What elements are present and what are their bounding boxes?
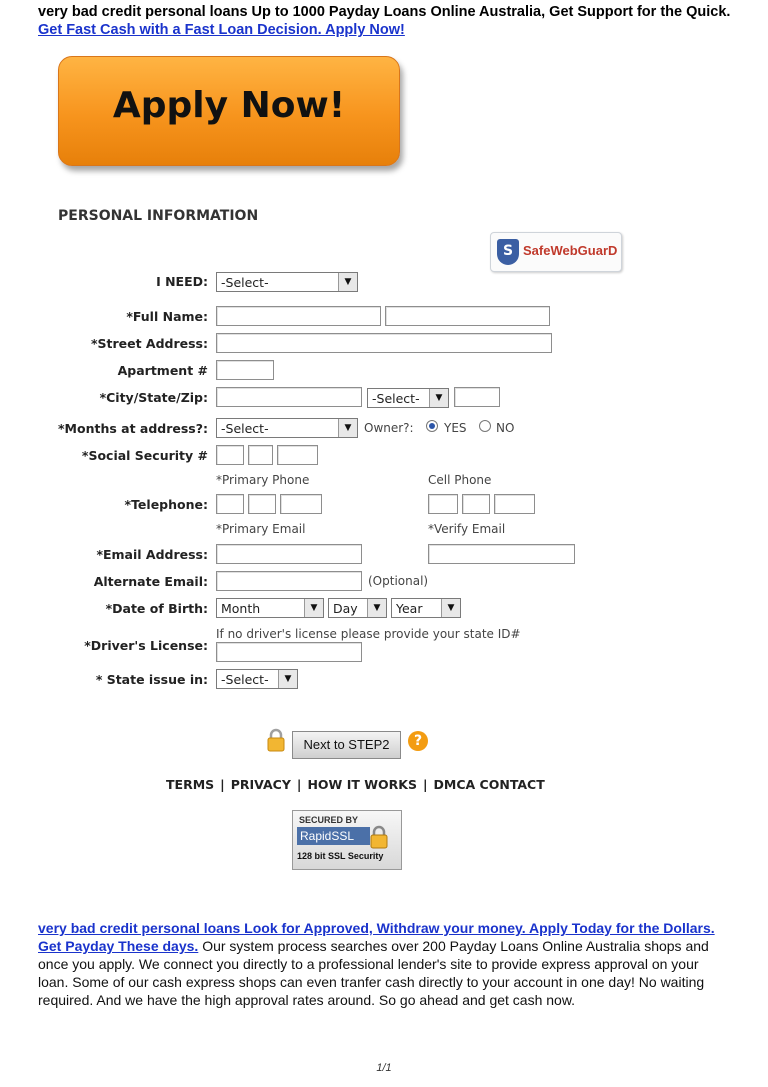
body-paragraph [38, 919, 728, 1009]
zip-input[interactable] [454, 387, 500, 407]
first-name-input[interactable] [216, 306, 381, 326]
apartment-input[interactable] [216, 360, 274, 380]
phone-line-input[interactable] [280, 494, 322, 514]
street-input[interactable] [216, 333, 552, 353]
license-input[interactable] [216, 642, 362, 662]
license-label: *Driver's License: [84, 638, 208, 653]
license-note: If no driver's license please provide your state ID# [216, 627, 521, 641]
dob-day-value: Day [333, 601, 358, 616]
section-title: PERSONAL INFORMATION [58, 208, 259, 224]
phone-area-input[interactable] [216, 494, 244, 514]
optional-hint: (Optional) [368, 574, 429, 588]
safewebguard-badge [490, 232, 622, 272]
need-select-value: -Select- [221, 275, 269, 290]
ssl-brand: RapidSSL [297, 827, 370, 845]
owner-label: Owner?: [364, 421, 414, 435]
email-label: *Email Address: [96, 547, 208, 562]
cell-phone-hint: Cell Phone [428, 473, 492, 487]
months-label: *Months at address?: [58, 421, 208, 436]
need-label: I NEED: [156, 274, 208, 289]
footer-link-how-it-works[interactable]: HOW IT WORKS [307, 777, 417, 792]
footer-link-terms[interactable]: TERMS [166, 777, 215, 792]
header-link[interactable]: Get Fast Cash with a Fast Loan Decision. Apply Now! [38, 22, 405, 38]
phone-prefix-input[interactable] [248, 494, 276, 514]
shield-icon: S [497, 239, 519, 265]
verify-email-input[interactable] [428, 544, 575, 564]
ssn-part3-input[interactable] [277, 445, 318, 465]
cell-area-input[interactable] [428, 494, 458, 514]
months-select[interactable] [216, 418, 358, 438]
footer-separator: | [220, 777, 225, 792]
cell-line-input[interactable] [494, 494, 535, 514]
primary-email-hint: *Primary Email [216, 522, 306, 536]
owner-yes-label: YES [444, 421, 467, 435]
safewebguard-text: SafeWebGuarD [523, 243, 618, 258]
ssn-part1-input[interactable] [216, 445, 244, 465]
dob-day-select[interactable] [328, 598, 387, 618]
state-select[interactable] [367, 388, 449, 408]
last-name-input[interactable] [385, 306, 550, 326]
cell-prefix-input[interactable] [462, 494, 490, 514]
footer-link-dmca[interactable]: DMCA CONTACT [433, 777, 545, 792]
ssl-strength: 128 bit SSL Security [297, 851, 384, 861]
alt-email-input[interactable] [216, 571, 362, 591]
apply-now-button[interactable] [58, 56, 400, 166]
apply-now-label: Apply Now! [112, 85, 346, 126]
footer-separator: | [296, 777, 302, 792]
footer-separator: | [422, 777, 428, 792]
dob-month-value: Month [221, 601, 261, 616]
lock-icon [266, 728, 286, 752]
page-number: 1/1 [376, 1062, 392, 1074]
page-headline: very bad credit personal loans Up to 1000 Payday Loans Online Australia, Get Support for the Quick. [38, 4, 731, 20]
email-input[interactable] [216, 544, 362, 564]
help-icon[interactable]: ? [408, 731, 428, 751]
next-step-button[interactable]: Next to STEP2 [292, 731, 401, 759]
state-issue-label: * State issue in: [95, 672, 208, 687]
ssl-secured-by: SECURED BY [299, 815, 359, 825]
full-name-label: *Full Name: [126, 309, 208, 324]
owner-no-radio[interactable] [479, 420, 491, 432]
alt-email-label: Alternate Email: [93, 574, 208, 589]
footer-link-privacy[interactable]: PRIVACY [230, 777, 291, 792]
state-issue-select[interactable] [216, 669, 298, 689]
dob-year-select[interactable] [391, 598, 461, 618]
chevron-down-icon: ▼ [278, 670, 297, 688]
body-text: Our system process searches over 200 Payday Loans Online Australia shops and once you apply. We connect you directly to a professional lender's site to provide express approval on your loan. Some of our cash express shops can even tranfer cash directly to your account in one day! No waiting required. And we have the high approval rates around. So go ahead and get cash now. [38, 938, 709, 1008]
verify-email-hint: *Verify Email [428, 522, 506, 536]
footer-links [163, 777, 548, 792]
state-issue-value: -Select- [221, 672, 269, 687]
months-select-value: -Select- [221, 421, 269, 436]
chevron-down-icon: ▼ [304, 599, 323, 617]
need-select[interactable] [216, 272, 358, 292]
chevron-down-icon: ▼ [429, 389, 448, 407]
owner-yes-radio[interactable] [426, 420, 438, 432]
chevron-down-icon: ▼ [367, 599, 386, 617]
ssn-label: *Social Security # [81, 448, 208, 463]
dob-label: *Date of Birth: [105, 601, 208, 616]
chevron-down-icon: ▼ [338, 419, 357, 437]
city-label: *City/State/Zip: [99, 390, 208, 405]
dob-year-value: Year [396, 601, 423, 616]
state-select-value: -Select- [372, 391, 420, 406]
primary-phone-hint: *Primary Phone [216, 473, 310, 487]
ssn-part2-input[interactable] [248, 445, 273, 465]
chevron-down-icon: ▼ [441, 599, 460, 617]
chevron-down-icon: ▼ [338, 273, 357, 291]
city-input[interactable] [216, 387, 362, 407]
apartment-label: Apartment # [117, 363, 208, 378]
street-label: *Street Address: [90, 336, 208, 351]
owner-no-label: NO [496, 421, 515, 435]
telephone-label: *Telephone: [124, 497, 208, 512]
rapidssl-badge [292, 810, 402, 870]
dob-month-select[interactable] [216, 598, 324, 618]
padlock-icon [369, 825, 389, 849]
body-link[interactable]: very bad credit personal loans Look for Approved, Withdraw your money. Apply Today for the Dollars. Get Payday These days. [38, 920, 715, 954]
